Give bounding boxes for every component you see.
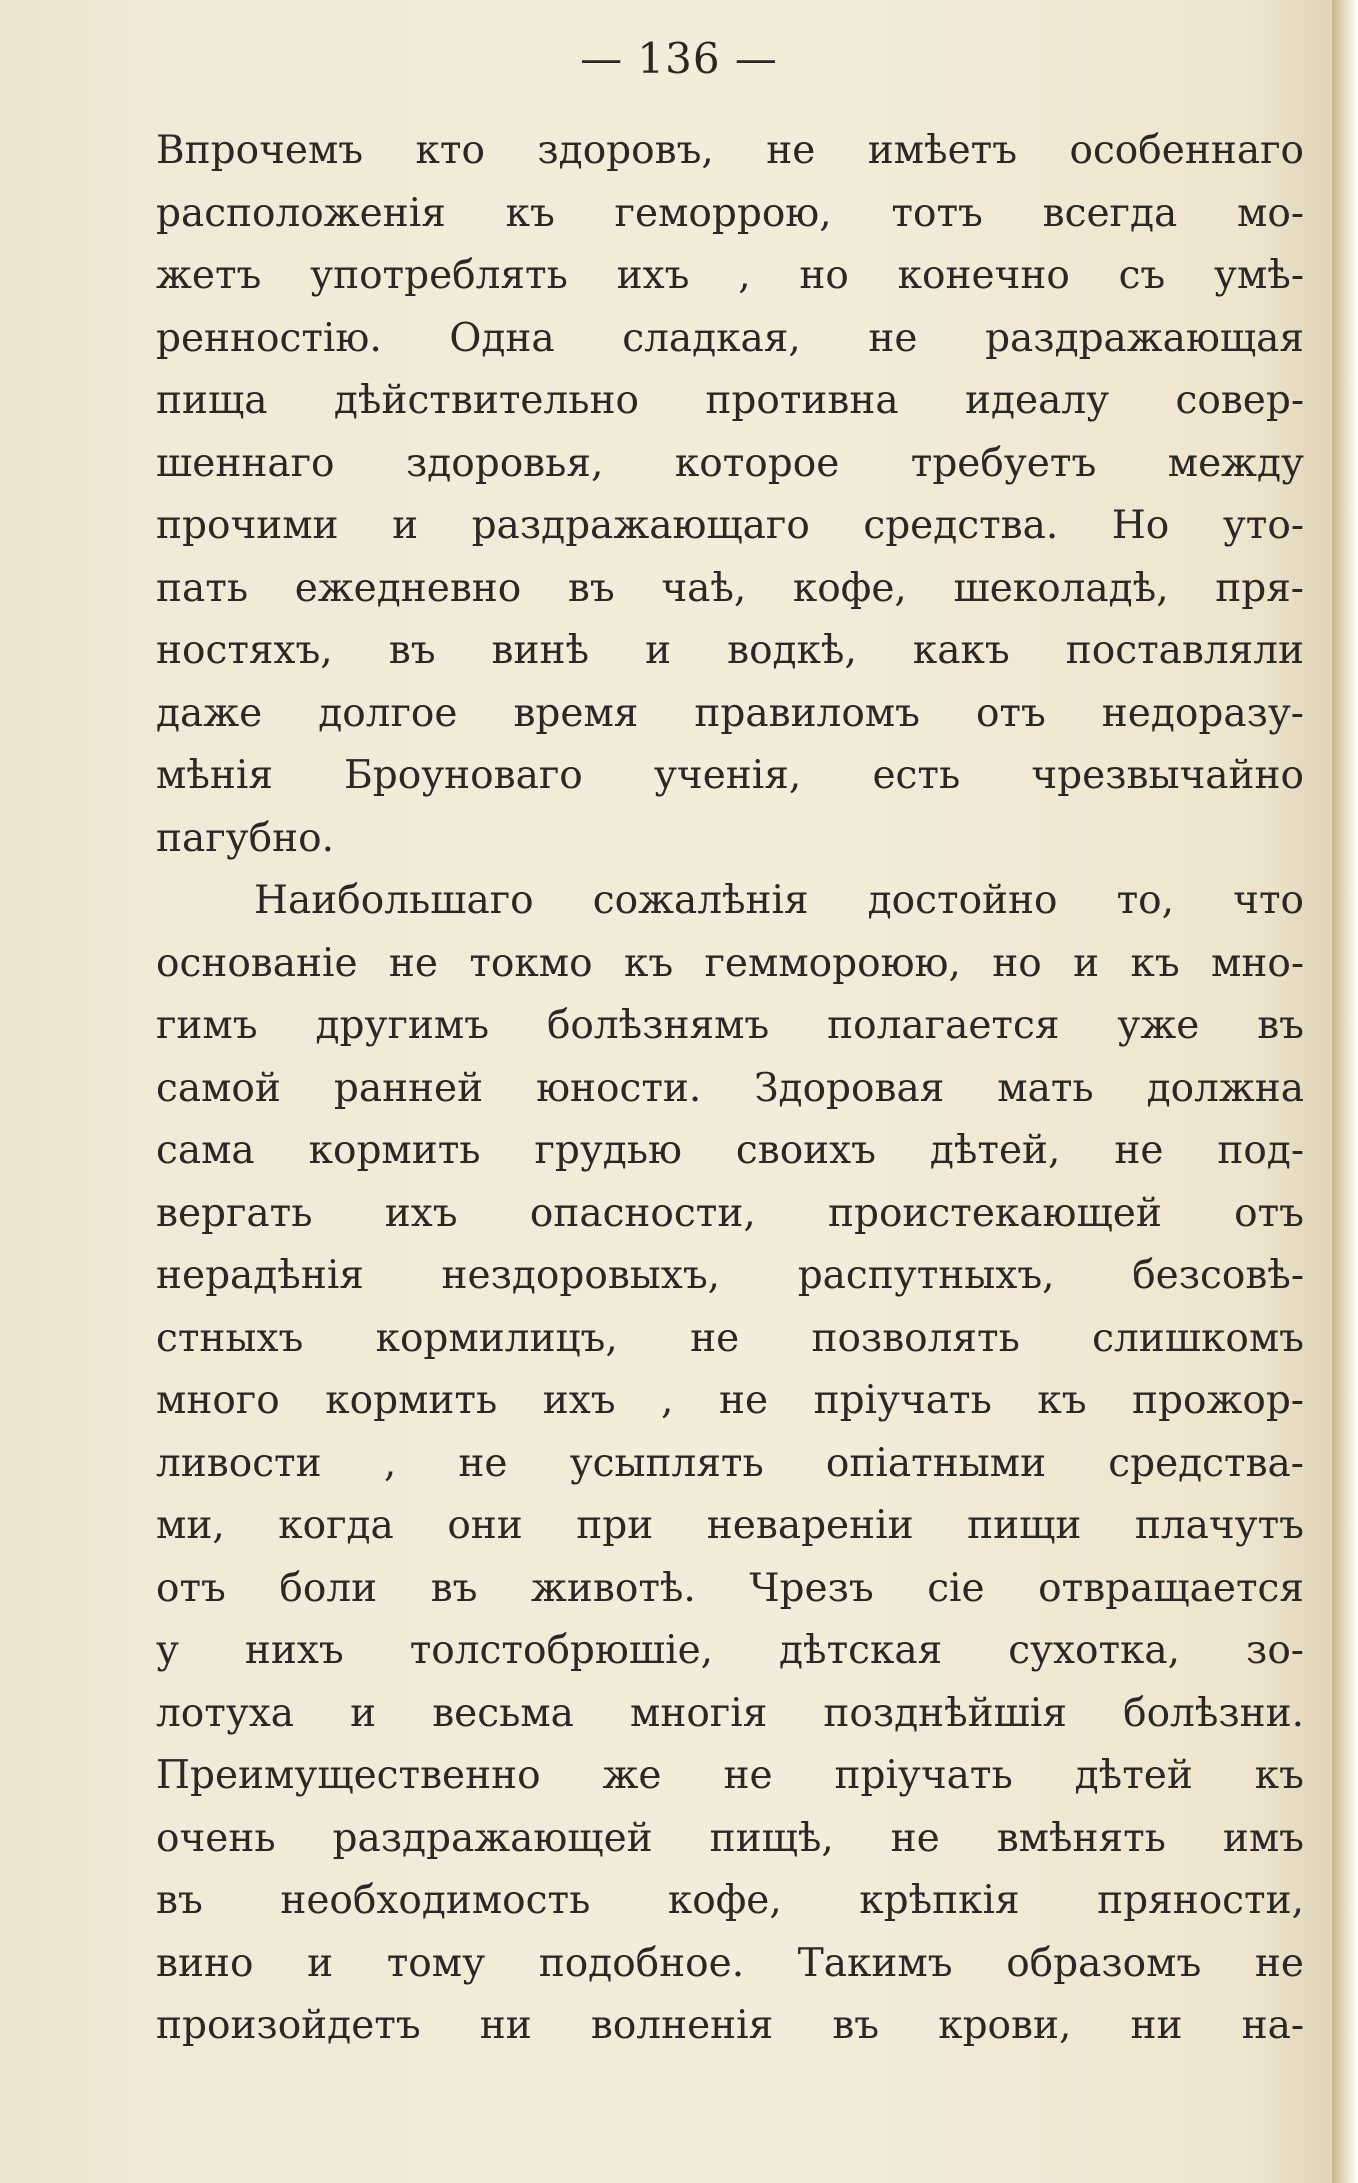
text-line: шеннаго здоровья, которое требуетъ между — [156, 440, 1304, 486]
text-line: ностяхъ, въ винѣ и водкѣ, какъ поставляли — [156, 628, 1304, 673]
text-line: пища дѣйствительно противна идеалу совер- — [156, 378, 1304, 423]
text-line: вергать ихъ опасности, проистекающей отъ — [156, 1190, 1304, 1236]
text-line: пагубно. — [156, 815, 334, 861]
text-line: основаніе не токмо къ геммороюю, но и къ мно- — [156, 940, 1304, 986]
page-edge — [1332, 0, 1358, 2183]
text-line: вино и тому подобное. Такимъ образомъ не — [156, 1940, 1304, 1986]
text-line: жетъ употреблять ихъ , но конечно съ умѣ- — [156, 253, 1304, 298]
text-line: пать ежедневно въ чаѣ, кофе, шеколадѣ, пря- — [156, 565, 1304, 611]
text-line: прочими и раздражающаго средства. Но уто- — [156, 503, 1304, 548]
page-number-header: — 136 — — [580, 34, 778, 83]
text-line: самой ранней юности. Здоровая мать должна — [156, 1065, 1304, 1111]
text-line: сама кормить грудью своихъ дѣтей, не под- — [156, 1128, 1304, 1173]
text-line: нерадѣнія нездоровыхъ, распутныхъ, безсовѣ- — [156, 1253, 1304, 1298]
text-line: много кормить ихъ , не пріучать къ прожор- — [156, 1378, 1304, 1423]
paragraph-start-line: Наибольшаго сожалѣнія достойно то, что — [254, 878, 1304, 923]
text-line: стныхъ кормилицъ, не позволять слишкомъ — [156, 1315, 1304, 1361]
text-line: расположенія къ геморрою, тотъ всегда мо- — [156, 190, 1304, 236]
text-line: очень раздражающей пищѣ, не вмѣнять имъ — [156, 1815, 1304, 1861]
text-line: лотуха и весьма многія позднѣйшія болѣзни. — [156, 1690, 1304, 1736]
text-line: Впрочемъ кто здоровъ, не имѣетъ особеннаго — [156, 128, 1304, 173]
text-line: Преимущественно же не пріучать дѣтей къ — [156, 1753, 1304, 1798]
text-line: въ необходимость кофе, крѣпкія пряности, — [156, 1878, 1304, 1923]
text-line: ливости , не усыплять опіатными средства- — [156, 1440, 1304, 1486]
text-line: ми, когда они при невареніи пищи плачутъ — [156, 1503, 1304, 1548]
body-text — [156, 120, 1304, 2058]
text-line: мѣнія Броуноваго ученія, есть чрезвычайно — [156, 753, 1304, 798]
text-line: даже долгое время правиломъ отъ недоразу- — [156, 690, 1304, 736]
text-line: отъ боли въ животѣ. Чрезъ сіе отвращается — [156, 1565, 1304, 1611]
text-line: произойдетъ ни волненія въ крови, ни на- — [156, 2003, 1304, 2048]
text-line: ренностію. Одна сладкая, не раздражающая — [156, 315, 1304, 361]
text-line: гимъ другимъ болѣзнямъ полагается уже въ — [156, 1003, 1304, 1048]
text-line: у нихъ толстобрюшіе, дѣтская сухотка, зо- — [156, 1628, 1304, 1673]
